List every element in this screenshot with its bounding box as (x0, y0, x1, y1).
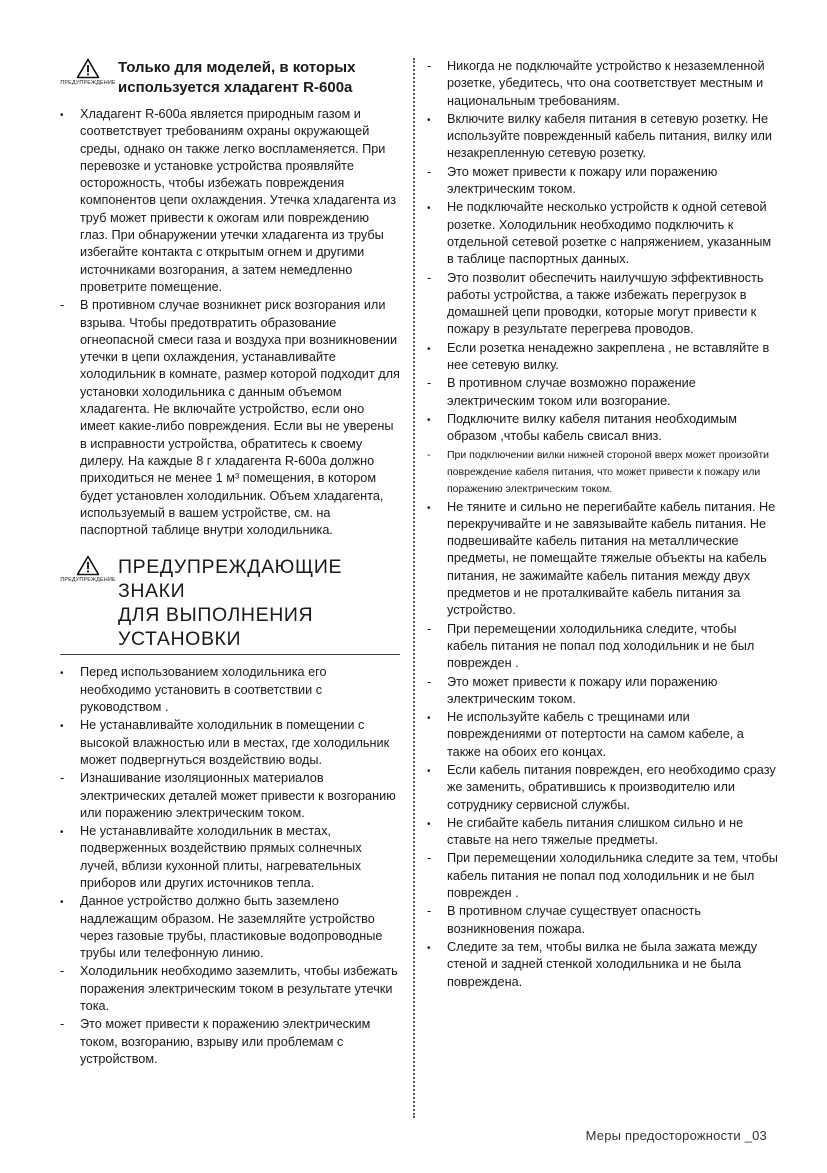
list-item (60, 893, 400, 962)
list-item-text: Не тяните и сильно не перегибайте кабель питания. Не перекручивайте и не завязывайте кабель питания. Не подвешивайте кабель питания на металлические предметы, не помещайте тяжелые объекты на кабель питания, не зажимайте кабель питания между двух предметов и не проталкивайте кабель питания за устройство. (447, 499, 776, 618)
bullet-marker (60, 717, 72, 735)
list-item-text: Это может привести к пожару или поражению электрическим током. (447, 164, 718, 197)
warning-caption: ПРЕДУПРЕЖДЕНИЕ (60, 577, 116, 584)
list-item (60, 1016, 400, 1068)
dash-marker (427, 903, 439, 920)
list-item (427, 621, 779, 673)
list-item-text: Данное устройство должно быть заземлено надлежащим образом. Не заземляйте устройство через газовые трубы, пластиковые водопроводные трубы или телефонную линию. (80, 894, 383, 961)
bullet-marker (60, 893, 72, 911)
list-item (427, 815, 779, 850)
bullet-marker (60, 106, 72, 124)
list-item (427, 709, 779, 761)
list-item-text: Перед использованием холодильника его необходимо установить в соответствии с руководством . (80, 665, 327, 715)
list-item-text: Подключите вилку кабеля питания необходимым образом ,чтобы кабель свисал вниз. (447, 411, 737, 444)
warning-badge (60, 555, 116, 583)
list-item-text: Холодильник необходимо заземлить, чтобы избежать поражения электрическим током в результате утечки тока. (80, 964, 398, 1014)
list-item-text: Следите за тем, чтобы вилка не была зажата между стеной и задней стенкой холодильника и не была повреждена. (447, 939, 758, 989)
page-footer: Меры предосторожности _03 (585, 1128, 767, 1143)
list-item-text: Изнашивание изоляционных материалов электрических деталей может привести к возгоранию или поражению электрическим током. (80, 771, 396, 820)
bullet-marker (60, 823, 72, 841)
list-item-text: В противном случае возможно поражение электрическим током или возгорание. (447, 376, 696, 408)
section-installation-list (60, 664, 400, 1068)
section-header (60, 58, 400, 98)
list-item (427, 762, 779, 814)
section-title (116, 555, 400, 651)
list-item (427, 850, 779, 902)
bullet-marker (427, 762, 439, 780)
list-item (60, 106, 400, 296)
column-divider (413, 58, 415, 1118)
section-title-line1: ПРЕДУПРЕЖДАЮЩИЕ ЗНАКИ (118, 556, 343, 603)
list-item-text: В противном случае возникнет риск возгорания или взрыва. Чтобы предотвратить образование огнеопасной смеси газа и воздуха при возникновении утечки в цепи охлаждения, устанавливайте холодильник в комнате, размер которой подходит для установки холодильника с данным объемом хладагента. Не включайте устройство, если оно имеет какие-либо повреждения. Если вы не уверены в исправности устройства, обратитесь к своему дилеру. На каждые 8 г хладагента R-600a должно приходиться не менее 1 м³ помещения, в котором будет установлен холодильник. Объем хладагента, используемый в вашем устройстве, см. на паспортной таблице внутри холодильника. (80, 298, 400, 538)
dash-marker (60, 770, 72, 787)
section-r600a-list (60, 106, 400, 539)
list-item-text: При перемещении холодильника следите, чтобы кабель питания не попал под холодильник и не был поврежден . (447, 621, 755, 671)
list-item (427, 270, 779, 339)
list-item-text: В противном случае существует опасность возникновения пожара. (447, 904, 701, 936)
dash-marker (60, 297, 72, 314)
warning-triangle-icon (76, 555, 100, 576)
list-item-text: Хладагент R-600a является природным газом и соответствует требованиям охраны окружающей среды, однако он также легко воспламеняется. При перевозке и установке устройства проявляйте осторожность, чтобы избежать повреждения компонентов цепи охлаждения. Утечка хладагента из труб может привести к ожогам или повреждению глаз. При обнаружении утечки хладагента из трубы избегайте контакта с открытым огнем и другими источниками возгорания, а затем немедленно проветрите помещение. (80, 107, 397, 294)
bullet-marker (60, 664, 72, 682)
right-column (427, 58, 779, 992)
list-item-text: Не подключайте несколько устройств к одной сетевой розетке. Холодильник необходимо подключить к отдельной сетевой розетке с напряжением, указанным в таблице паспортных данных. (447, 200, 772, 267)
bullet-marker (427, 340, 439, 358)
list-item-text: Если кабель питания поврежден, его необходимо сразу же заменить, обратившись к производителю или сотруднику сервисной службы. (447, 762, 776, 812)
bullet-marker (427, 111, 439, 129)
list-item (60, 770, 400, 822)
list-item (427, 340, 779, 375)
list-item-text: Если розетка ненадежно закреплена , не вставляйте в нее сетевую вилку. (447, 340, 770, 373)
warning-triangle-icon (76, 58, 100, 79)
section-r600a (60, 58, 400, 539)
section-installation (60, 555, 400, 1068)
section-title-line2: используется хладагент R-600a (118, 79, 353, 96)
list-item (427, 164, 779, 199)
list-item (427, 903, 779, 938)
dash-marker (427, 58, 439, 75)
bullet-marker (427, 939, 439, 957)
dash-marker (427, 621, 439, 638)
list-item-text: Не устанавливайте холодильник в помещении с высокой влажностью или в местах, где холодильник может подвергнуться воздействию воды. (80, 718, 390, 767)
list-item-text: Не сгибайте кабель питания слишком сильно и не ставьте на него тяжелые предметы. (447, 815, 744, 848)
section-header (60, 555, 400, 655)
list-item-text: Никогда не подключайте устройство к незаземленной розетке, убедитесь, что она соответствует местным и национальным требованиям. (447, 59, 765, 108)
warning-badge (60, 58, 116, 86)
list-item-text: Это может привести к поражению электрическим током, возгоранию, взрыву или проблемам с устройством. (80, 1017, 371, 1066)
list-item (60, 717, 400, 769)
list-item-text: При подключении вилки нижней стороной вверх может произойти повреждение кабеля питания, что может привести к пожару или поражению электрическим током. (447, 448, 770, 495)
list-item (427, 58, 779, 110)
dash-marker (427, 674, 439, 691)
section-title-line1: Только для моделей, в которых (118, 59, 356, 76)
section-title-line2: ДЛЯ ВЫПОЛНЕНИЯ УСТАНОВКИ (118, 604, 314, 651)
section-title (116, 58, 355, 98)
list-item-text: Включите вилку кабеля питания в сетевую розетку. Не используйте поврежденный кабель питания, вилку или незакрепленную сетевую розетку. (447, 111, 773, 161)
list-item (427, 111, 779, 163)
list-item (60, 823, 400, 892)
list-item (427, 375, 779, 410)
left-column (60, 58, 400, 1069)
list-item (427, 499, 779, 620)
list-item (60, 297, 400, 539)
list-item-text: Это позволит обеспечить наилучшую эффективность работы устройства, а также избежать перегрузок в домашней цепи проводки, которые могут привести к пожару в результате перегрева проводов. (447, 270, 764, 337)
dash-marker (60, 963, 72, 980)
list-item (427, 199, 779, 268)
list-item (427, 939, 779, 991)
dash-marker (427, 375, 439, 392)
bullet-marker (427, 411, 439, 429)
dash-marker (427, 447, 439, 464)
dash-marker (60, 1016, 72, 1033)
dash-marker (427, 850, 439, 867)
list-item-text: Это может привести к пожару или поражению электрическим током. (447, 674, 718, 706)
list-item (427, 674, 779, 709)
list-item-text: При перемещении холодильника следите за тем, чтобы кабель питания не попал под холодильник и не был поврежден . (447, 851, 778, 901)
list-item-text: Не устанавливайте холодильник в местах, подверженных воздействию прямых солнечных лучей, вблизи кухонной плиты, нагревательных приборов или других источников тепла. (80, 824, 362, 890)
dash-marker (427, 164, 439, 181)
list-item (60, 664, 400, 716)
bullet-marker (427, 815, 439, 833)
list-item-text: Не используйте кабель с трещинами или повреждениями от потертости на самом кабеле, а также на обоих его концах. (447, 710, 744, 759)
list-item (60, 963, 400, 1015)
bullet-marker (427, 499, 439, 517)
bullet-marker (427, 199, 439, 217)
dash-marker (427, 270, 439, 287)
list-item (427, 411, 779, 446)
bullet-marker (427, 709, 439, 727)
warning-caption: ПРЕДУПРЕЖДЕНИЕ (60, 80, 116, 86)
right-column-list (427, 58, 779, 991)
list-item (427, 447, 779, 498)
